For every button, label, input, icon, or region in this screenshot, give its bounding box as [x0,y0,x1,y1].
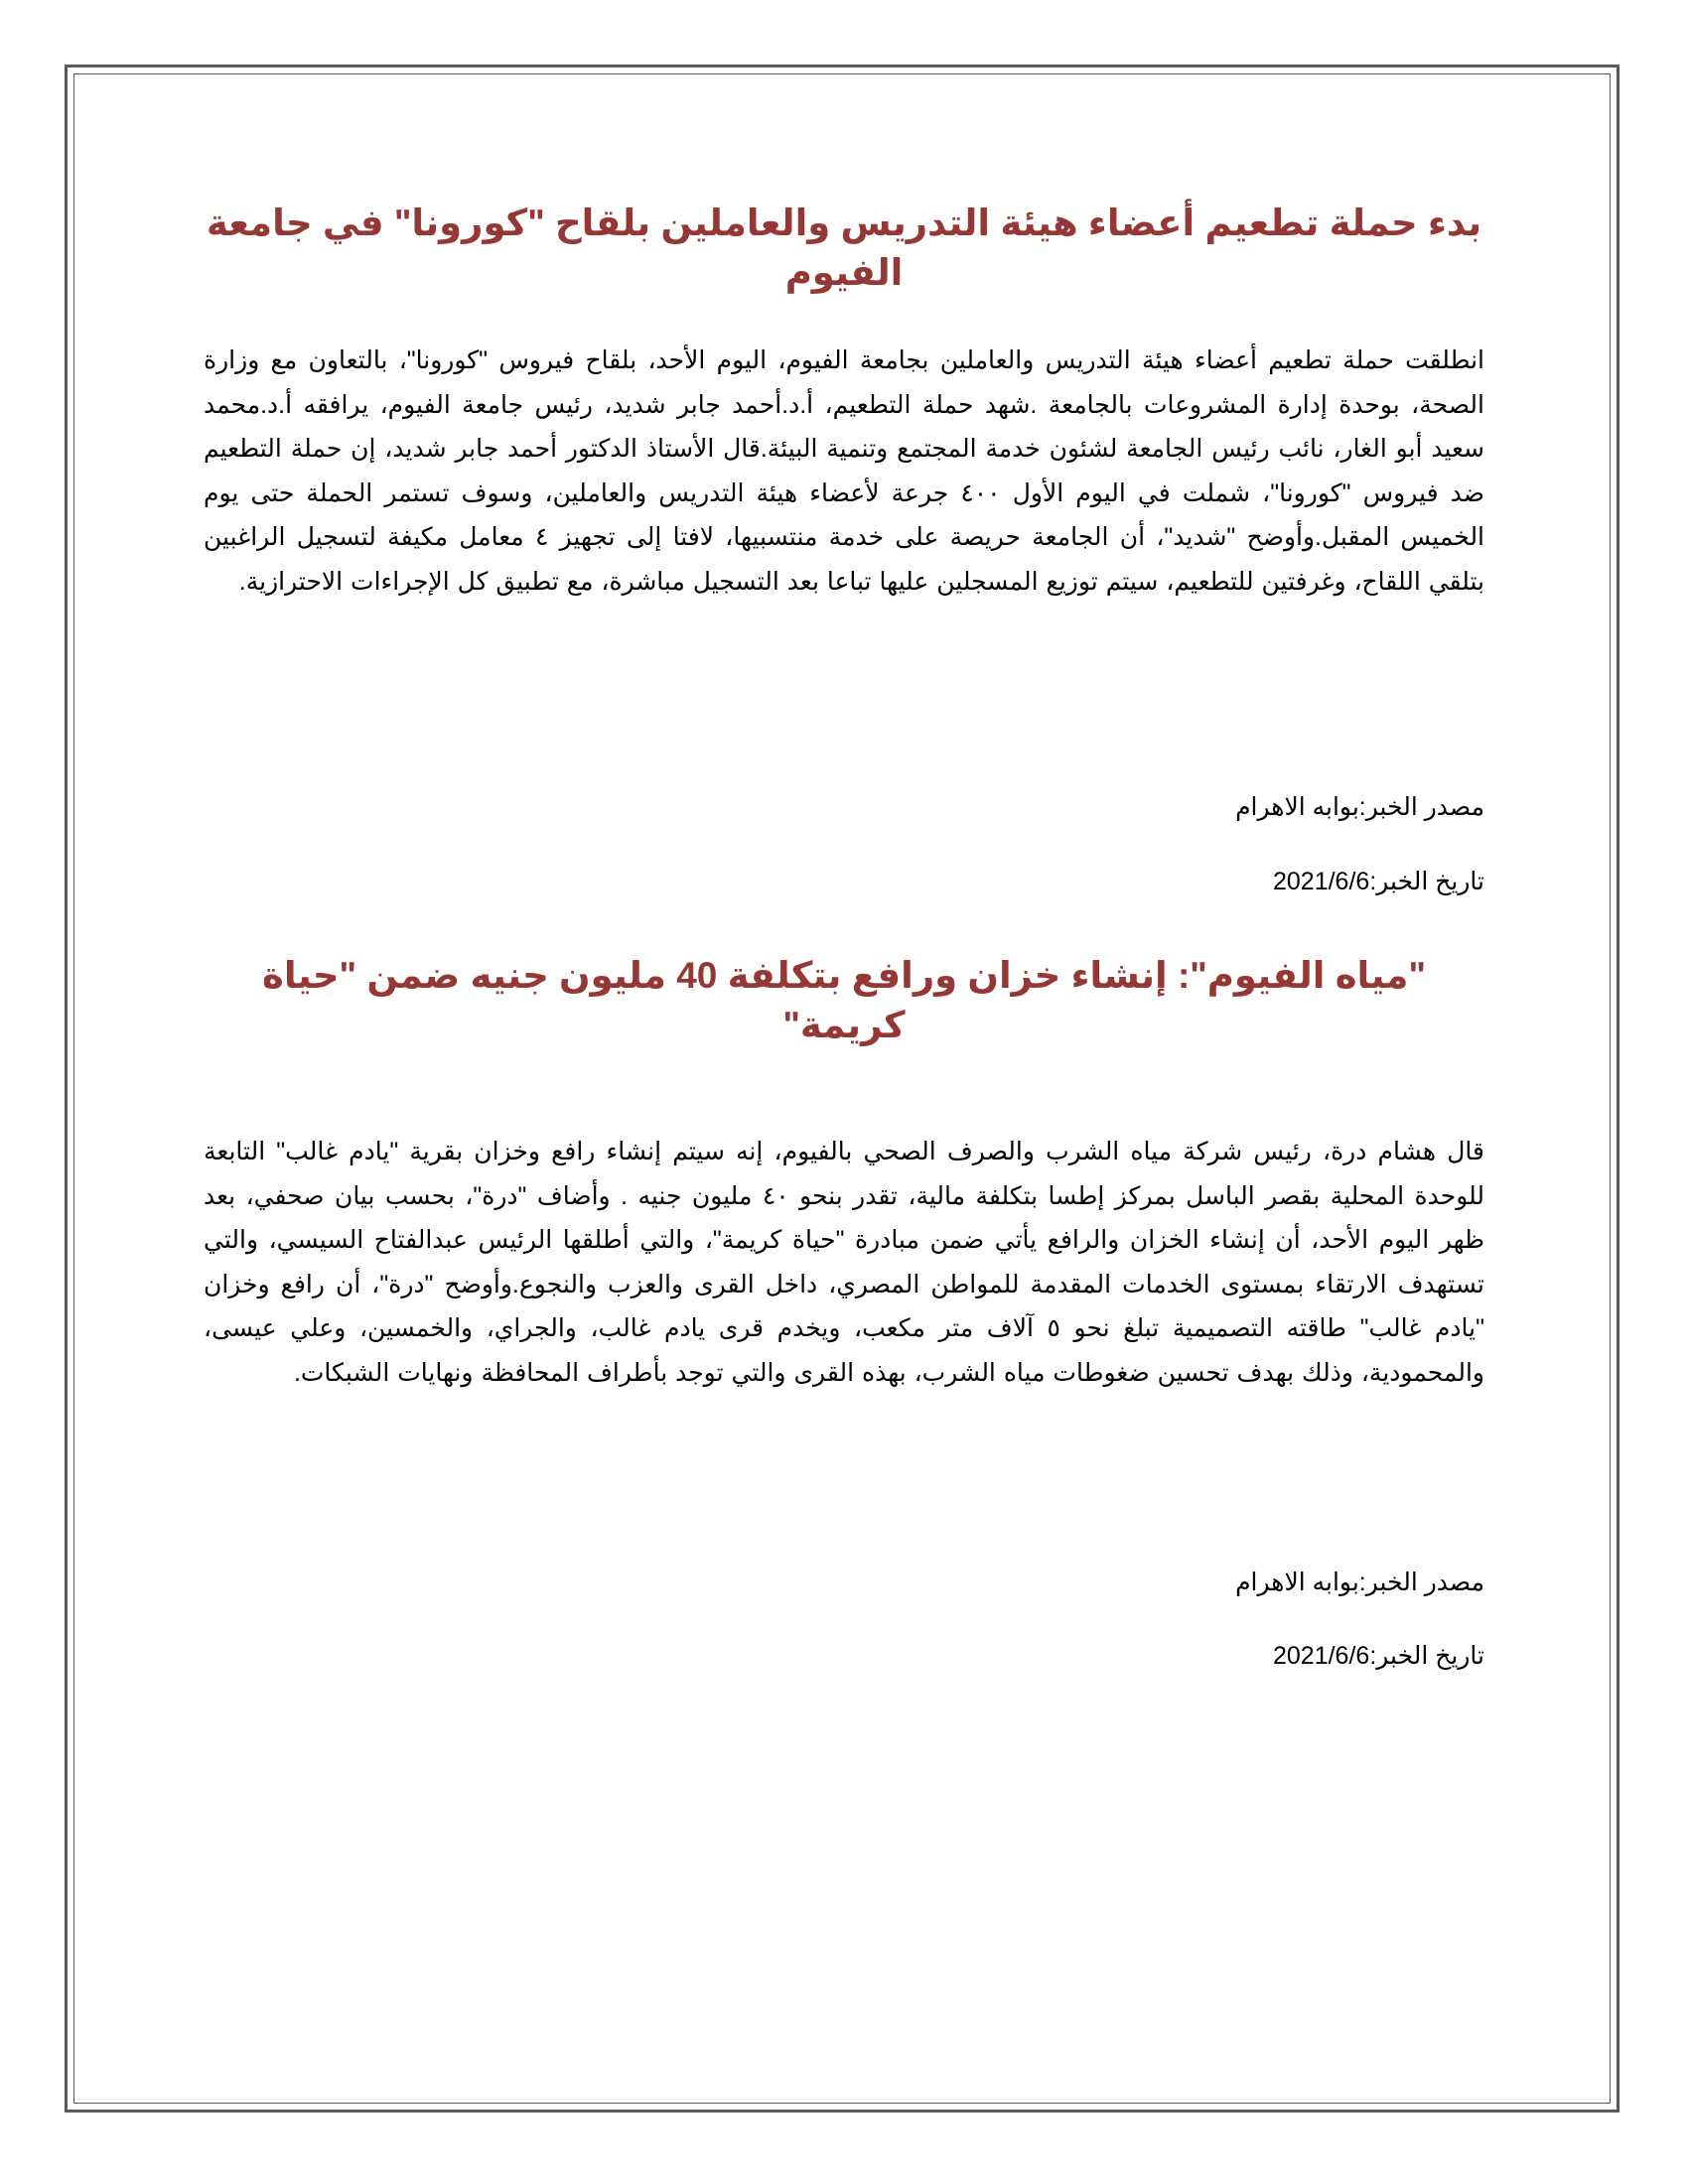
article-2-body: قال هشام درة، رئيس شركة مياه الشرب والصرف الصحي بالفيوم، إنه سيتم إنشاء رافع وخزان بقرية "يادم غالب" التابعة للوحدة المحلية بقصر الباسل بمركز إطسا بتكلفة مالية، تقدر بنحو ٤٠ مليون جنيه . وأضاف "درة"، بحسب بيان صحفي، بعد ظهر اليوم الأحد، أن إنشاء الخزان والرافع يأتي ضمن مبادرة "حياة كريمة"، والتي أطلقها الرئيس عبدالفتاح السيسي، والتي تستهدف الارتقاء بمستوى الخدمات المقدمة للمواطن المصري، داخل القرى والعزب والنجوع.وأوضح "درة"، أن رافع وخزان "يادم غالب" طاقته التصميمية تبلغ نحو ٥ آلاف متر مكعب، ويخدم قرى يادم غالب، والجراي، والخمسين، وعلي عيسى، والمحمودية، وذلك بهدف تحسين ضغوطات مياه الشرب، بهذه القرى والتي توجد بأطراف المحافظة ونهايات الشبكات. [204,1138,1485,1387]
article-1-body: انطلقت حملة تطعيم أعضاء هيئة التدريس والعاملين بجامعة الفيوم، اليوم الأحد، بلقاح فيروس "كورونا"، بالتعاون مع وزارة الصحة، بوحدة إدارة المشروعات بالجامعة .شهد حملة التطعيم، أ.د.أحمد جابر شديد، رئيس جامعة الفيوم، يرافقه أ.د.محمد سعيد أبو الغار، نائب رئيس الجامعة لشئون خدمة المجتمع وتنمية البيئة.قال الأستاذ الدكتور أحمد جابر شديد، إن حملة التطعيم ضد فيروس "كورونا"، شملت في اليوم الأول ٤٠٠ جرعة لأعضاء هيئة التدريس والعاملين، وسوف تستمر الحملة حتى يوم الخميس المقبل.وأوضح "شديد"، أن الجامعة حريصة على خدمة منتسبيها، لافتا إلى تجهيز ٤ معامل مكيفة لتسجيل الراغبين بتلقي اللقاح، وغرفتين للتطعيم، سيتم توزيع المسجلين عليها تباعا بعد التسجيل مباشرة، مع تطبيق كل الإجراءات الاحترازية. [204,346,1485,596]
article-1-source: مصدر الخبر:بوابه الاهرام [1235,793,1484,821]
article-2-title: "مياه الفيوم": إنشاء خزان ورافع بتكلفة 40 مليون جنيه ضمن "حياة كريمة" [262,955,1426,1045]
article-1-date: تاريخ الخبر:2021/6/6 [1272,868,1484,895]
article-2-date: تاريخ الخبر:2021/6/6 [1272,1642,1484,1670]
article-2-source: مصدر الخبر:بوابه الاهرام [1235,1569,1484,1596]
article-1-title: بدء حملة تطعيم أعضاء هيئة التدريس والعاملين بلقاح "كورونا" في جامعة الفيوم [206,203,1482,293]
